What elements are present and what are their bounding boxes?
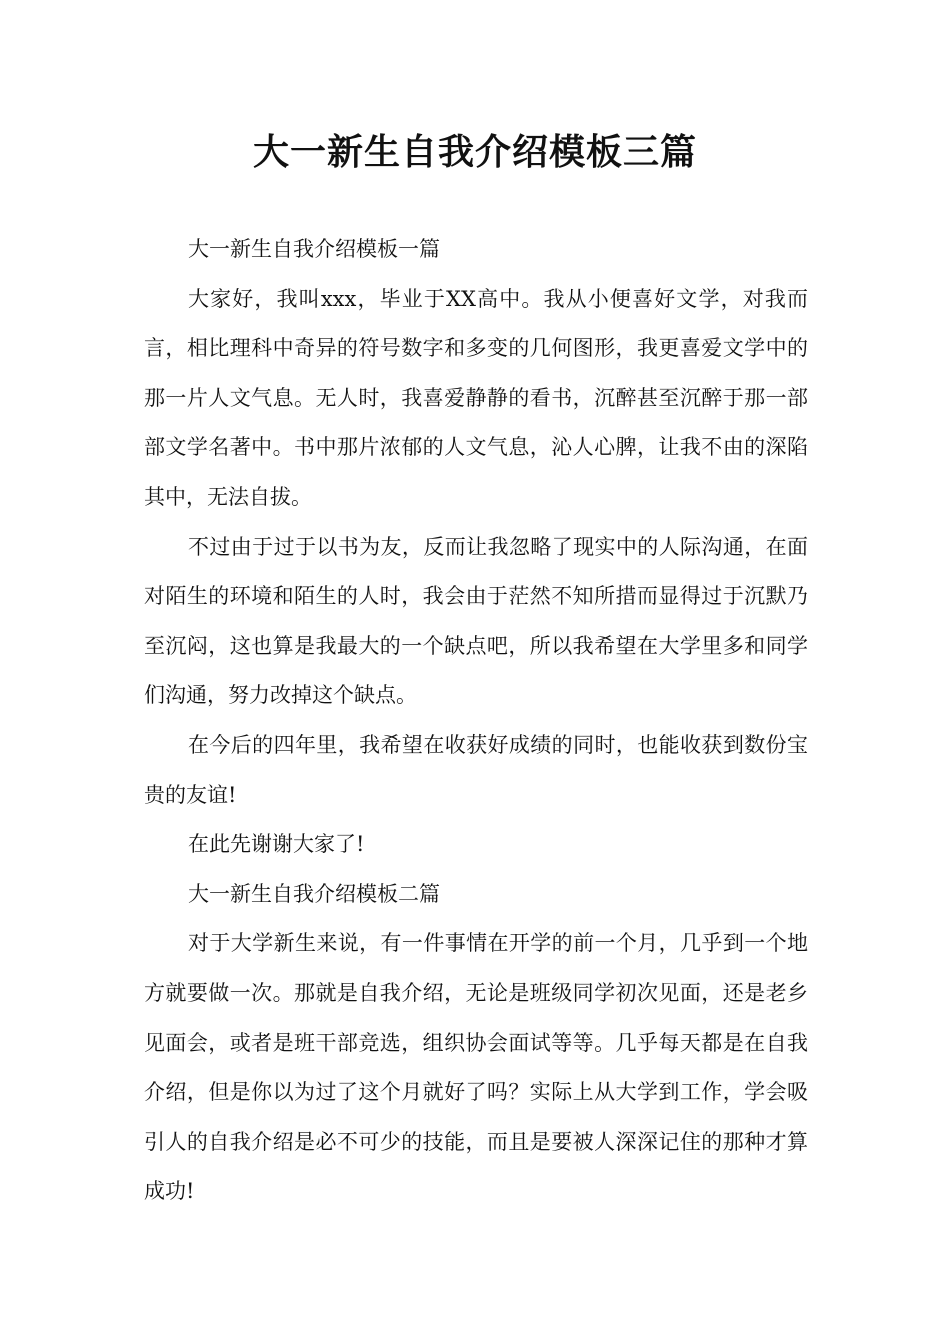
section-heading-1: 大一新生自我介绍模板一篇 (188, 237, 440, 261)
paragraph: 对于大学新生来说，有一件事情在开学的前一个月，几乎到一个地方就要做一次。那就是自我介绍，无论是班级同学初次见面，还是老乡见面会，或者是班干部竞选，组织协会面试等等。几乎每天都是在自我介绍，但是你以为过了这个月就好了吗？实际上从大学到工作，学会吸引人的自我介绍是必不可少的技能，而且是要被人深深记住的那种才算成功! (144, 931, 808, 1204)
document-body (144, 225, 808, 1217)
paragraph: 在今后的四年里，我希望在收获好成绩的同时，也能收获到数份宝贵的友谊! (144, 732, 808, 807)
document-title: 大一新生自我介绍模板三篇 (252, 132, 697, 173)
paragraph: 大家好，我叫xxx，毕业于XX高中。我从小便喜好文学，对我而言，相比理科中奇异的符号数字和多变的几何图形，我更喜爱文学中的那一片人文气息。无人时，我喜爱静静的看书，沉醉甚至沉醉于那一部部文学名著中。书中那片浓郁的人文气息，沁人心脾，让我不由的深陷其中，无法自拔。 (144, 286, 808, 509)
section-heading-2: 大一新生自我介绍模板二篇 (188, 881, 440, 906)
paragraph: 在此先谢谢大家了! (188, 832, 365, 857)
paragraph: 不过由于过于以书为友，反而让我忽略了现实中的人际沟通，在面对陌生的环境和陌生的人时，我会由于茫然不知所措而显得过于沉默乃至沉闷，这也算是我最大的一个缺点吧，所以我希望在大学里多和同学们沟通，努力改掉这个缺点。 (144, 534, 808, 708)
